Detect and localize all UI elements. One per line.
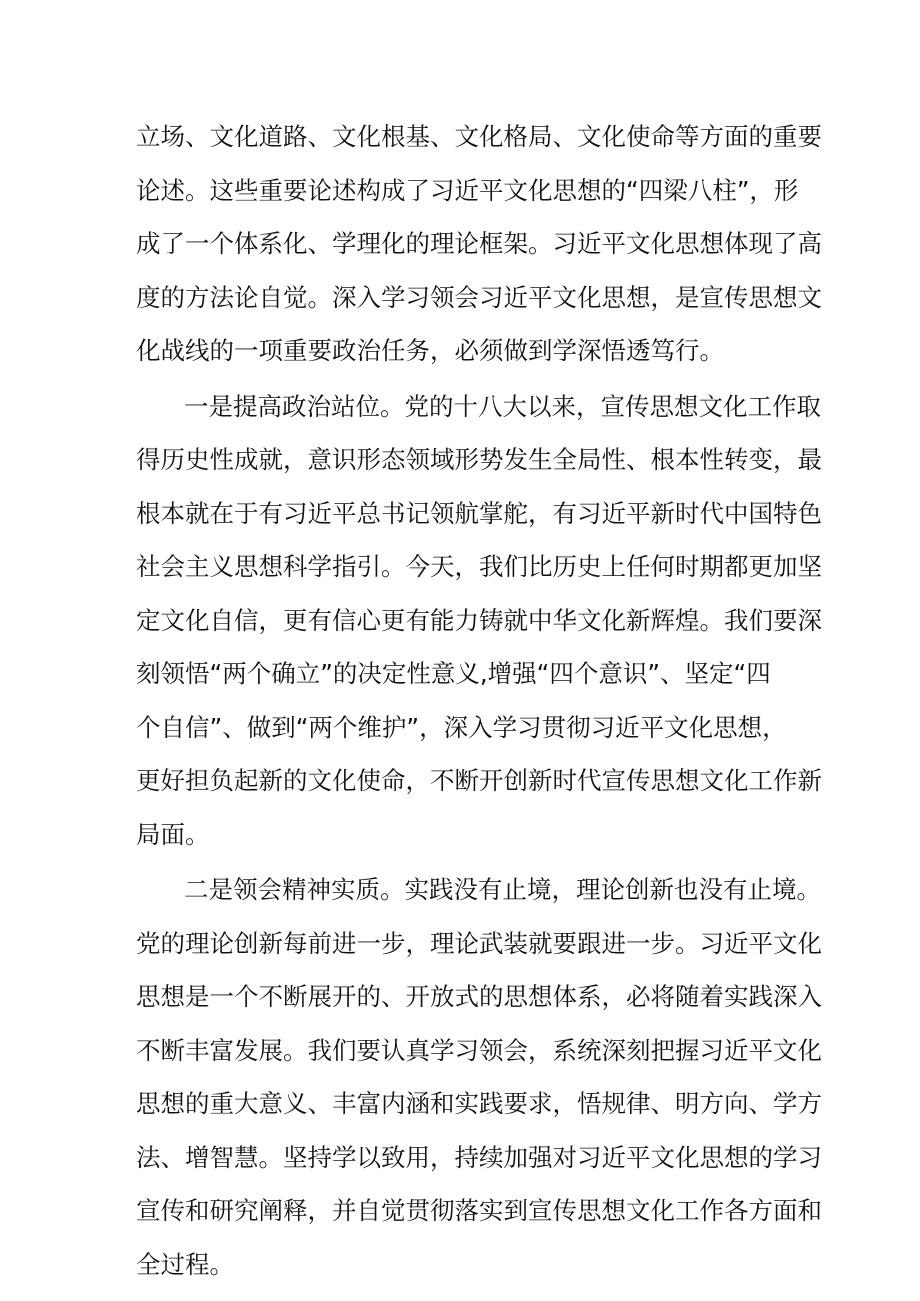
text-line: 论述。这些重要论述构成了习近平文化思想的“四梁八柱”，形: [136, 175, 799, 205]
text-line: 根本就在于有习近平总书记领航掌舵，有习近平新时代中国特色: [136, 498, 822, 528]
text-line: 社会主义思想科学指引。今天，我们比历史上任何时期都更加坚: [136, 552, 822, 581]
text-line: 二是领会精神实质。实践没有止境，理论创新也没有止境。: [184, 875, 821, 904]
paragraph-spirit-essence: [136, 863, 822, 1291]
text-line: 党的理论创新每前进一步，理论武装就要跟进一步。习近平文化: [136, 928, 822, 958]
text-line: 定文化自信，更有信心更有能力铸就中华文化新辉煌。我们要深: [136, 605, 822, 635]
text-line: 局面。: [136, 819, 210, 849]
text-line: 法、增智慧。坚持学以致用，持续加强对习近平文化思想的学习: [136, 1142, 822, 1172]
text-line: 度的方法论自觉。深入学习领会习近平文化思想，是宣传思想文: [136, 282, 822, 312]
text-line: 化战线的一项重要政治任务，必须做到学深悟透笃行。: [136, 336, 724, 365]
text-line: 刻领悟“两个确立”的决定性意义,增强“四个意识”、坚定“四: [136, 659, 771, 688]
text-line: 一是提高政治站位。党的十八大以来，宣传思想文化工作取: [184, 391, 821, 421]
document-body: [136, 110, 822, 1291]
text-line: 宣传和研究阐释，并自觉贯彻落实到宣传思想文化工作各方面和: [136, 1196, 822, 1225]
text-line: 思想是一个不断展开的、开放式的思想体系，必将随着实践深入: [136, 982, 822, 1011]
paragraph-continued: [136, 110, 822, 378]
text-line: 思想的重大意义、丰富内涵和实践要求，悟规律、明方向、学方: [136, 1089, 822, 1118]
text-line: 不断丰富发展。我们要认真学习领会，系统深刻把握习近平文化: [136, 1035, 822, 1065]
text-line: 个自信”、做到“两个维护”，深入学习贯彻习近平文化思想，: [136, 712, 787, 742]
paragraph-political-stance: [136, 380, 822, 862]
text-line: 立场、文化道路、文化根基、文化格局、文化使命等方面的重要: [136, 122, 822, 151]
text-line: 全过程。: [136, 1249, 234, 1279]
text-line: 得历史性成就，意识形态领域形势发生全局性、根本性转变，最: [136, 445, 822, 474]
text-line: 更好担负起新的文化使命，不断开创新时代宣传思想文化工作新: [136, 766, 822, 795]
text-line: 成了一个体系化、学理化的理论框架。习近平文化思想体现了高: [136, 229, 822, 258]
